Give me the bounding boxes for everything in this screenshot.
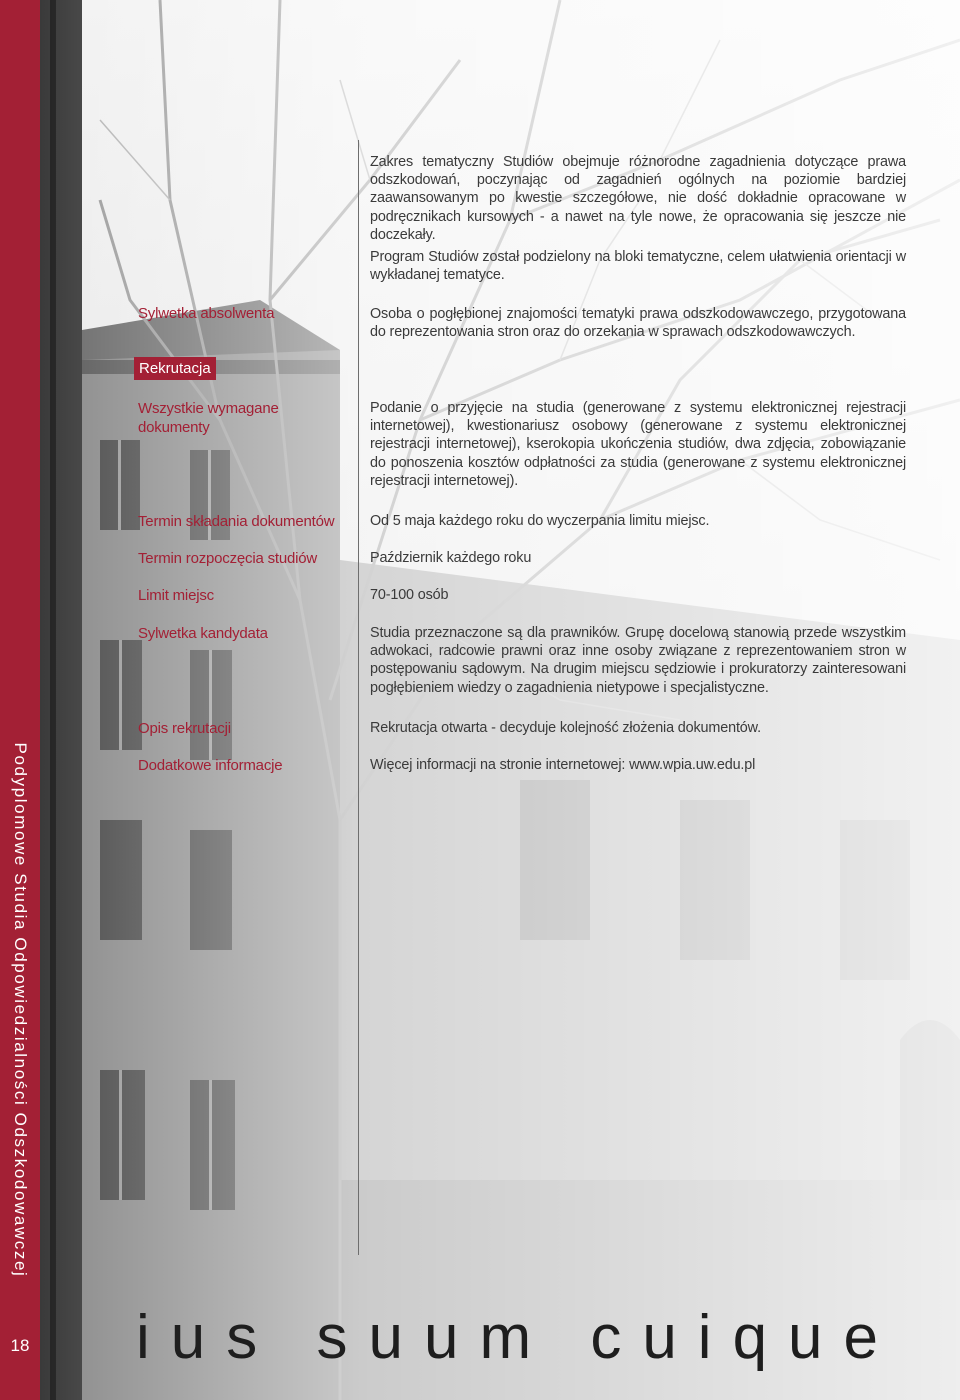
start-date-text: Październik każdego roku [370, 550, 532, 566]
sidebar-title: Podyplomowe Studia Odpowiedzialności Odszkodowawczej [11, 742, 30, 1278]
column-divider [358, 140, 359, 1255]
page-number: 18 [10, 1336, 30, 1355]
places-limit-label: Limit miejsc [138, 587, 214, 604]
intro-paragraph-2: Program Studiów został podzielony na bloki tematyczne, celem ułatwienia orientacji w wykładanej tematyce. [370, 249, 906, 284]
candidate-profile-text: Studia przeznaczone są dla prawników. Grupę docelową stanowią przede wszystkim adwokaci, radcowie prawni oraz inne osoby związane z reprezentowaniem stron w postępowaniu sądowym. Na drugim miejscu sędziowie i prokuratorzy zainteresowani pogłębieniem wiedzy o zagadnienia nietypowe i specjalistyczne. [370, 625, 906, 696]
additional-info-text: Więcej informacji na stronie internetowej: www.wpia.uw.edu.pl [370, 757, 756, 773]
recruitment-description-text: Rekrutacja otwarta - decyduje kolejność złożenia dokumentów. [370, 720, 761, 736]
motto-text: ius suum cuique [136, 1303, 900, 1372]
graduate-profile-text: Osoba o pogłębionej znajomości tematyki prawa odszkodowawczego, przygotowana do reprezentowania stron oraz do orzekania w sprawach odszkodowawczych. [370, 306, 906, 341]
start-date-label: Termin rozpoczęcia studiów [138, 550, 318, 567]
submission-deadline-text: Od 5 maja każdego roku do wyczerpania limitu miejsc. [370, 513, 710, 529]
graduate-profile-label: Sylwetka absolwenta [138, 305, 275, 322]
required-documents-label: Wszystkie wymagane dokumenty [138, 400, 279, 436]
additional-info-label: Dodatkowe informacje [138, 757, 283, 774]
recruitment-heading: Rekrutacja [134, 357, 216, 380]
places-limit-text: 70-100 osób [370, 587, 449, 603]
recruitment-description-label: Opis rekrutacji [138, 720, 231, 737]
submission-deadline-label: Termin składania dokumentów [138, 513, 335, 530]
required-documents-text: Podanie o przyjęcie na studia (generowane z systemu elektronicznej rejestracji internetowej), kwestionariusz osobowy (generowane z systemu elektronicznej rejestracji internetowej), kserokopia ukończenia studiów, dwa zdjęcia, zobowiązanie do ponoszenia kosztów odpłatności za studia (generowane z systemu elektronicznej rejestracji internetowej). [370, 400, 906, 489]
sidebar-band [0, 0, 40, 1400]
intro-paragraph-1: Zakres tematyczny Studiów obejmuje różnorodne zagadnienia dotyczące prawa odszkodowań, poczynając od zagadnień ogólnych na poziomie bardziej zaawansowanym po kwestie szczegółowe, nie dość dokładnie opracowane w podręcznikach kursowych - a nawet na tyle nowe, że opracowania się jeszcze nie doczekały. [370, 154, 906, 243]
candidate-profile-label: Sylwetka kandydata [138, 625, 268, 642]
